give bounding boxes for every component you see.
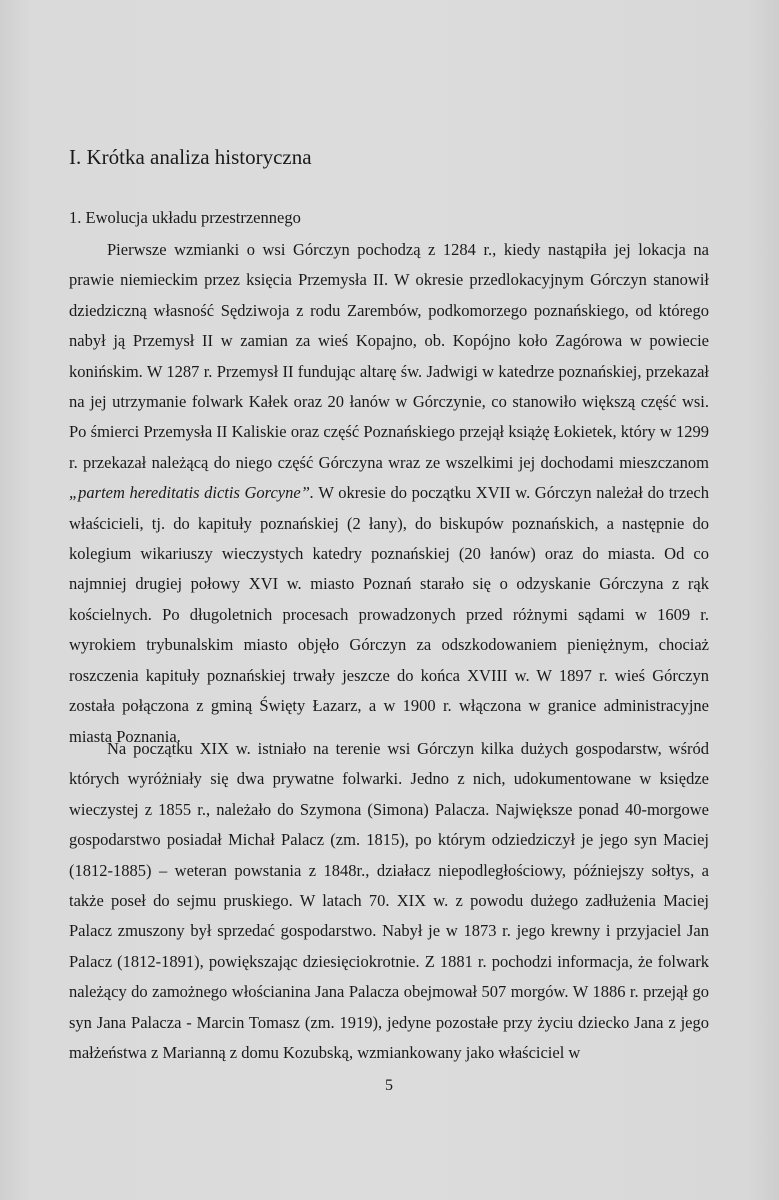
paragraph-1-text-b: W okresie do początku XVII w. Górczyn należał do trzech właścicieli, tj. do kapituły poznańskiej (2 łany), do biskupów poznańskich, a następnie do kolegium wikariuszy wieczystych katedry poznańskiej (20 łanów) oraz do miasta. Od co najmniej drugiej połowy XVI w. miasto Poznań starało się o odzyskanie Górczyna z rąk kościelnych. Po długoletnich procesach prowadzonych przed różnymi sądami w 1609 r. wyrokiem trybunalskim miasto objęło Górczyn za odszkodowaniem pieniężnym, chociaż roszczenia kapituły poznańskiej trwały jeszcze do końca XVIII w. W 1897 r. wieś Górczyn została połączona z gminą Święty Łazarz, a w 1900 r. włączona w granice administracyjne miasta Poznania. — [69, 483, 709, 746]
latin-quote: „partem hereditatis dictis Gorcyne”. — [69, 483, 314, 503]
paragraph-1 — [69, 235, 709, 752]
subsection-heading: 1. Ewolucja układu przestrzennego — [69, 208, 301, 227]
paragraph-1-text-a: Pierwsze wzmianki o wsi Górczyn pochodzą z 1284 r., kiedy nastąpiła jej lokacja na prawie niemieckim przez księcia Przemysła II. W okresie przedlokacyjnym Górczyn stanowił dziedziczną własność Sędziwoja z rodu Zarembów, podkomorzego poznańskiego, od którego nabył ją Przemysł II w zamian za wieś Kopajno, ob. Kopójno koło Zagórowa w powiecie konińskim. W 1287 r. Przemysł II fundując altarę św. Jadwigi w katedrze poznańskiej, przekazał na jej utrzymanie folwark Kałek oraz 20 łanów w Górczynie, co stanowiło większą część wsi. Po śmierci Przemysła II Kaliskie oraz część Poznańskiego przejął książę Łokietek, który w 1299 r. przekazał należącą do niego część Górczyna wraz ze wszelkimi jej dochodami mieszczanom — [69, 240, 709, 472]
page-number: 5 — [385, 1077, 393, 1094]
section-heading: I. Krótka analiza historyczna — [69, 145, 312, 169]
paragraph-2: Na początku XIX w. istniało na terenie wsi Górczyn kilka dużych gospodarstw, wśród których wyróżniały się dwa prywatne folwarki. Jedno z nich, udokumentowane w księdze wieczystej z 1855 r., należało do Szymona (Simona) Palacza. Największe ponad 40-morgowe gospodarstwo posiadał Michał Palacz (zm. 1815), po którym odziedziczył je jego syn Maciej (1812-1885) – weteran powstania z 1848r., działacz niepodległościowy, późniejszy sołtys, a także poseł do sejmu pruskiego. W latach 70. XIX w. z powodu dużego zadłużenia Maciej Palacz zmuszony był sprzedać gospodarstwo. Nabył je w 1873 r. jego krewny i przyjaciel Jan Palacz (1812-1891), powiększając dziesięciokrotnie. Z 1881 r. pochodzi informacja, że folwark należący do zamożnego włościanina Jana Palacza obejmował 507 morgów. W 1886 r. przejął go syn Jana Palacza - Marcin Tomasz (zm. 1919), jedyne pozostałe przy życiu dziecko Jana z jego małżeństwa z Marianną z domu Kozubską, wzmiankowany jako właściciel w — [69, 739, 709, 1063]
